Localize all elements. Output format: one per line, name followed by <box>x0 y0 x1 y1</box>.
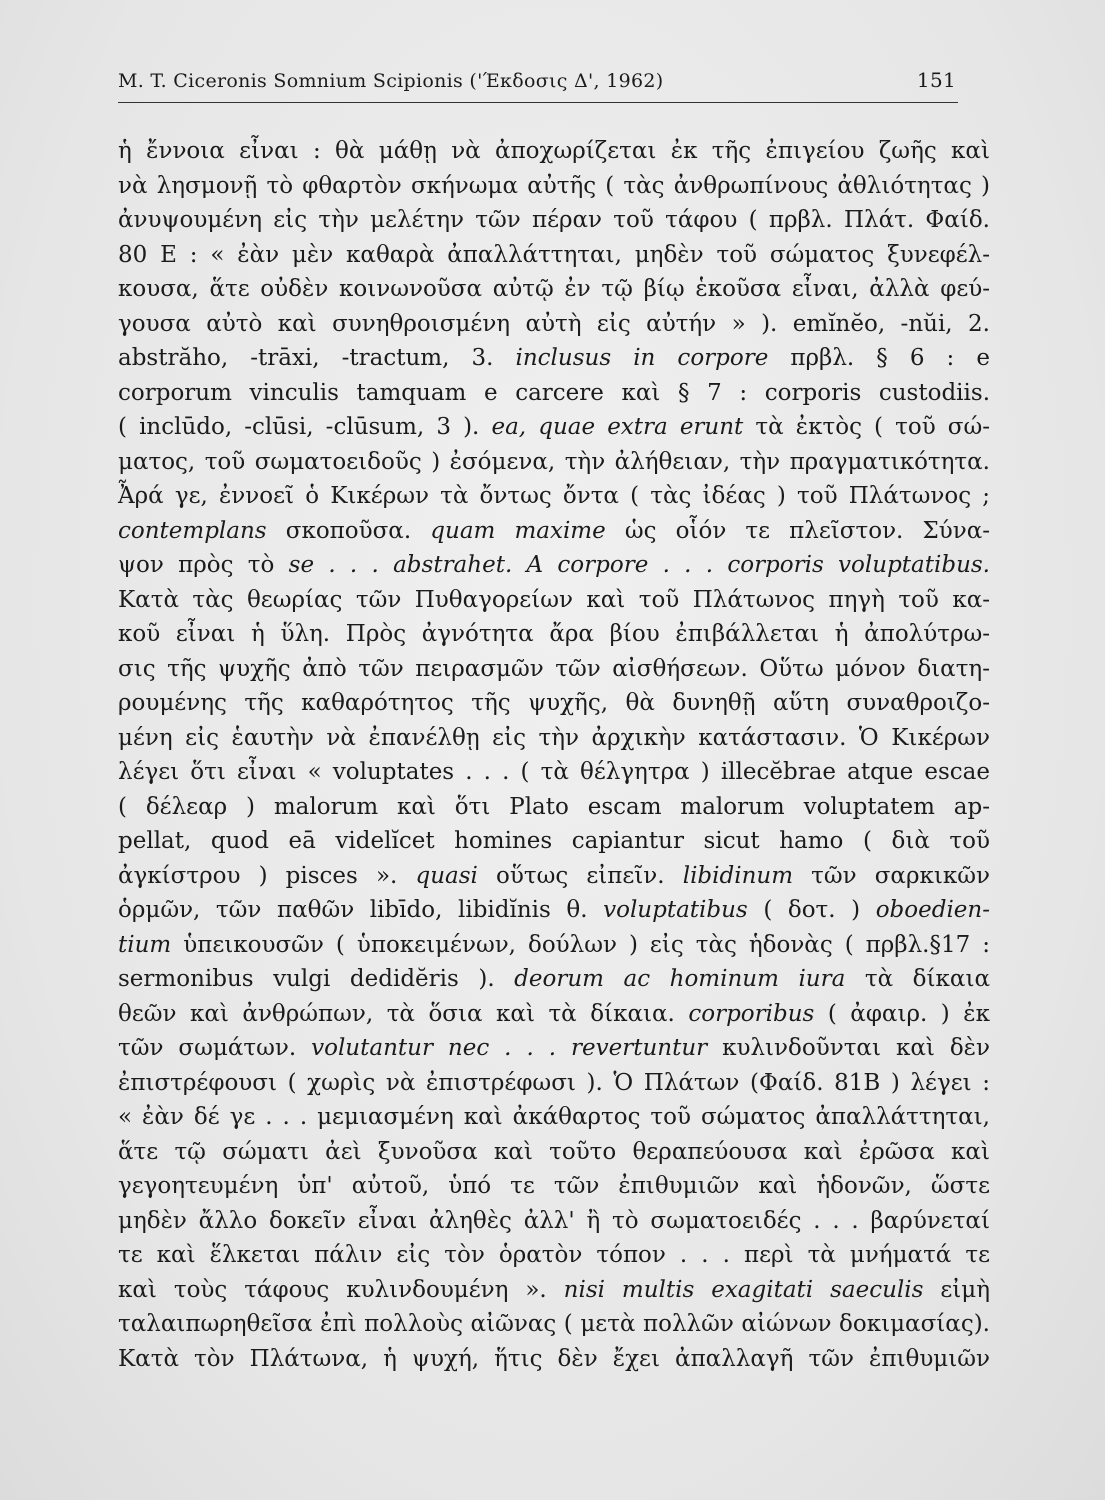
text-run: ματος, τοῦ σωματοειδοῦς ) ἐσόμενα, τὴν ἀλήθειαν, τὴν πραγματικότητα. <box>118 448 990 475</box>
text-run: Κατὰ τὰς θεωρίας τῶν Πυθαγορείων καὶ τοῦ Πλάτωνος πηγὴ τοῦ κα- <box>118 586 990 613</box>
text-line <box>118 790 990 825</box>
text-line <box>118 583 990 618</box>
text-line <box>118 134 990 169</box>
italic-lemma: volutantur nec . . . revertuntur <box>311 1035 708 1061</box>
text-line <box>118 203 990 238</box>
text-run: abstrăho, -trāxi, -tractum, 3. <box>118 345 516 371</box>
text-run: ρουμένης τῆς καθαρότητος τῆς ψυχῆς, θὰ δυνηθῇ αὕτη συναθροιζο- <box>118 690 990 716</box>
text-run: pellat, quod eā videlĭcet homines capiantur sicut hamo ( διὰ τοῦ <box>118 828 990 854</box>
text-run: sermonibus vulgi dedidĕris ). <box>118 966 515 992</box>
text-run: Ἆρά γε, ἐννοεῖ ὁ Κικέρων τὰ ὄντως ὄντα ( τὰς ἰδέας ) τοῦ Πλάτωνος ; <box>118 483 990 509</box>
italic-lemma: deorum ac hominum iura <box>514 966 846 992</box>
italic-lemma: inclusus in corpore <box>515 345 769 371</box>
text-line <box>118 479 990 514</box>
text-run: σκοποῦσα. <box>266 517 431 544</box>
text-run: Κατὰ τὸν Πλάτωνα, ἡ ψυχή, ἥτις δὲν ἔχει ἀπαλλαγῆ τῶν ἐπιθυμιῶν <box>118 1345 990 1372</box>
italic-lemma: quasi <box>415 862 478 889</box>
text-line <box>118 893 990 928</box>
text-run: ἐπιστρέφουσι ( χωρὶς νὰ ἐπιστρέφωσι ). Ὁ Πλάτων (Φαίδ. 81Β ) λέγει : <box>118 1069 990 1096</box>
text-run: ( ἀφαιρ. ) ἐκ <box>814 1000 990 1027</box>
text-line <box>118 617 990 652</box>
text-line <box>118 1066 990 1101</box>
text-run: τε καὶ ἕλκεται πάλιν εἰς τὸν ὁρατὸν τόπον . . . περὶ τὰ μνήματά τε <box>118 1242 990 1268</box>
text-line <box>118 307 990 342</box>
text-line <box>118 1031 990 1066</box>
text-run: τὰ δίκαια <box>845 966 990 992</box>
text-run: « ἐὰν δέ γε . . . μεμιασμένη καὶ ἀκάθαρτος τοῦ σώματος ἀπαλλάττηται, <box>118 1104 990 1130</box>
text-run: νὰ λησμονῇ τὸ φθαρτὸν σκήνωμα αὐτῆς ( τὰς ἀνθρωπίνους ἀθλιότητας ) <box>118 172 990 199</box>
text-line <box>118 1273 990 1308</box>
text-run: κοῦ εἶναι ἡ ὕλη. Πρὸς ἀγνότητα ἄρα βίου ἐπιβάλλεται ἡ ἀπολύτρω- <box>118 621 990 647</box>
text-line <box>118 859 990 894</box>
text-run: θεῶν καὶ ἀνθρώπων, τὰ ὅσια καὶ τὰ δίκαια. <box>118 1000 689 1027</box>
text-line <box>118 962 990 997</box>
text-line <box>118 1342 990 1377</box>
italic-lemma: contemplans <box>118 517 267 544</box>
italic-lemma: voluptatibus <box>603 897 748 923</box>
text-line <box>118 997 990 1032</box>
text-run: 80 Ε : « ἐὰν μὲν καθαρὰ ἀπαλλάττηται, μηδὲν τοῦ σώματος ξυνεφέλ- <box>118 241 990 268</box>
italic-lemma: se . . . abstrahet. A corpore . . . corporis voluptatibus. <box>288 552 990 578</box>
italic-lemma: quam maxime <box>430 517 606 544</box>
text-run: τὰ ἐκτὸς ( τοῦ σώ- <box>743 414 991 440</box>
running-header <box>118 64 958 103</box>
text-line <box>118 824 990 859</box>
text-line <box>118 1307 990 1342</box>
text-line <box>118 755 990 790</box>
text-run: πρβλ. § 6 : e <box>768 345 990 371</box>
text-run: ( inclūdo, -clūsi, -clūsum, 3 ). <box>118 414 492 440</box>
text-run: ἀνυψουμένη εἰς τὴν μελέτην τῶν πέραν τοῦ τάφου ( πρβλ. Πλάτ. Φαίδ. <box>118 207 990 233</box>
text-line <box>118 721 990 756</box>
text-line <box>118 272 990 307</box>
commentary-text <box>118 134 990 1376</box>
text-run: τῶν σαρκικῶν <box>793 862 990 889</box>
text-run: ( δέλεαρ ) malorum καὶ ὅτι Plato escam malorum voluptatem ap- <box>118 793 990 820</box>
text-line <box>118 341 990 376</box>
text-run: οὕτως εἰπεῖν. <box>477 862 683 889</box>
text-run: ταλαιπωρηθεῖσα ἐπὶ πολλοὺς αἰῶνας ( μετὰ πολλῶν αἰώνων δοκιμασίας). <box>118 1311 990 1337</box>
italic-lemma: corporibus <box>688 1000 815 1027</box>
text-line <box>118 686 990 721</box>
text-line <box>118 514 990 549</box>
text-run: εἰμὴ <box>923 1276 991 1303</box>
text-line <box>118 1135 990 1170</box>
italic-lemma: libidinum <box>682 862 794 889</box>
text-run: μένη εἰς ἑαυτὴν νὰ ἐπανέλθῃ εἰς τὴν ἀρχικὴν κατάστασιν. Ὁ Κικέρων <box>118 724 990 751</box>
text-line <box>118 410 990 445</box>
page-number: 151 <box>916 68 956 92</box>
text-line <box>118 169 990 204</box>
text-line <box>118 548 990 583</box>
text-line <box>118 1204 990 1239</box>
text-line <box>118 445 990 480</box>
text-run: γουσα αὐτὸ καὶ συνηθροισμένη αὐτὴ εἰς αὐτήν » ). emĭnĕo, -nŭi, 2. <box>118 310 990 337</box>
text-line <box>118 928 990 963</box>
italic-lemma: nisi multis exagitati saeculis <box>563 1276 924 1303</box>
text-line <box>118 238 990 273</box>
text-run: ὁρμῶν, τῶν παθῶν libīdo, libidĭnis θ. <box>118 897 604 923</box>
text-run: ἀγκίστρου ) pisces ». <box>118 862 416 889</box>
text-line <box>118 1169 990 1204</box>
italic-lemma: oboedien- <box>875 897 990 923</box>
text-run: κυλινδοῦνται καὶ δὲν <box>707 1035 991 1061</box>
text-line <box>118 1100 990 1135</box>
text-run: corporum vinculis tamquam e carcere καὶ § 7 : corporis custodiis. <box>118 379 990 406</box>
text-line <box>118 652 990 687</box>
italic-lemma: tium <box>118 931 172 958</box>
text-line <box>118 376 990 411</box>
text-run: ἅτε τῷ σώματι ἀεὶ ξυνοῦσα καὶ τοῦτο θεραπεύουσα καὶ ἐρῶσα καὶ <box>118 1138 990 1165</box>
italic-lemma: ea, quae extra erunt <box>491 414 744 440</box>
text-run: σις τῆς ψυχῆς ἀπὸ τῶν πειρασμῶν τῶν αἰσθήσεων. Οὕτω μόνον διατη- <box>118 655 990 682</box>
text-run: ( δοτ. ) <box>747 897 876 923</box>
text-run: ἡ ἔννοια εἶναι : θὰ μάθῃ νὰ ἀποχωρίζεται ἐκ τῆς ἐπιγείου ζωῆς καὶ <box>118 138 990 164</box>
text-run: τῶν σωμάτων. <box>118 1035 312 1061</box>
text-run: καὶ τοὺς τάφους κυλινδουμένη ». <box>118 1276 564 1303</box>
text-run: λέγει ὅτι εἶναι « voluptates . . . ( τὰ θέλγητρα ) illecĕbrae atque escae <box>118 759 990 785</box>
text-run: κουσα, ἅτε οὐδὲν κοινωνοῦσα αὐτῷ ἐν τῷ βίῳ ἑκοῦσα εἶναι, ἀλλὰ φεύ- <box>118 276 990 302</box>
text-run: ὑπεικουσῶν ( ὑποκειμένων, δούλων ) εἰς τὰς ἡδονὰς ( πρβλ.§17 : <box>171 931 990 958</box>
text-line <box>118 1238 990 1273</box>
running-title: M. T. Ciceronis Somnium Scipionis ('Έκδοσις Δ', 1962) <box>118 70 664 92</box>
text-run: ψον πρὸς τὸ <box>118 552 289 578</box>
text-run: μηδὲν ἄλλο δοκεῖν εἶναι ἀληθὲς ἀλλ' ἢ τὸ σωματοειδές . . . βαρύνεταί <box>118 1207 990 1234</box>
text-run: γεγοητευμένη ὑπ' αὐτοῦ, ὑπό τε τῶν ἐπιθυμιῶν καὶ ἡδονῶν, ὥστε <box>118 1173 990 1199</box>
text-run: ὡς οἷόν τε πλεῖστον. Σύνα- <box>605 517 991 544</box>
